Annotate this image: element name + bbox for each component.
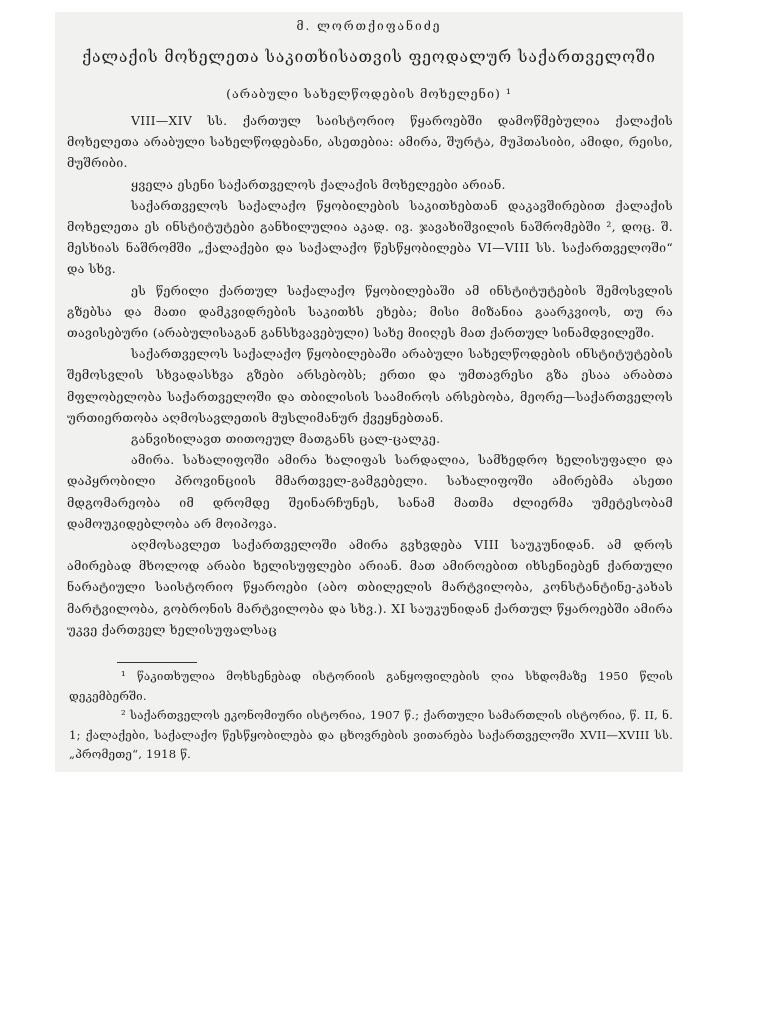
document-page — [55, 12, 683, 772]
footnote: ¹ წაკითხულია მოხსენებად ისტორიის განყოფილების ღია სხდომაზე 1950 წლის დეკემბერში. — [69, 669, 673, 703]
footnote-separator — [117, 662, 197, 663]
paragraph: აღმოსავლეთ საქართველოში ამირა გვხვდება VIII საუკუნიდან. ამ დროს ამირებად მხოლოდ არაბი ხელისუფლები არიან. მათ ამიროებით იხსენიებენ ქართული ნარატიული საისტორიო წყაროები (აბო თბილელის მარტვილობა, კონსტანტინე-კახას მარტვილობა, გობრონის მარტვილობა და სხვ.). XI საუკუნიდან ქართულ წყაროებში ამირა უკვე ქართველ ხელისუფალსაც — [67, 537, 673, 637]
author-name: მ. ლორთქიფანიძე — [296, 19, 442, 33]
paragraph: ეს წერილი ქართულ საქალაქო წყობილებაში ამ ინსტიტუტების შემოსვლის გზებსა და მათი დამკვიდრების საკითხს ეხება; მისი მიზანია გაარკვიოს, თუ რა თავისებური (არაბულისაგან განსხვავებული) სახე მიიღეს მათ ქართულ სინამდვილეში. — [67, 282, 673, 341]
paragraph: ამირა. სახალიფოში ამირა ხალიფას სარდალია, სამხედრო ხელისუფალი და დაპყრობილი პროვინციის მმართველ-გამგებელი. სახალიფოში ამირებმა ასეთი მდგომარეობა იმ დრომდე შეინარჩუნეს, სანამ მათმა ძლიერმა უმეტესობამ დამოუკიდებლობა არ მოიპოვა. — [67, 452, 673, 531]
paragraph: საქართველოს საქალაქო წყობილების საკითხებთან დაკავშირებით ქალაქის მოხელეთა ეს ინსტიტუტები განხილულია აკად. ივ. ჯავახიშვილის ნაშრომებში ², დოც. შ. მესხიას ნაშრომში „ქალაქები და საქალაქო წესწყობილება VI—VIII სს. საქართველოში“ და სხვ. — [67, 197, 673, 277]
paragraph: საქართველოს საქალაქო წყობილებაში არაბული სახელწოდების ინსტიტუტების შემოსვლის სხვადასხვა გზები არსებობს; ერთი და უმთავრესი გზა ესაა არაბთა მფლობელობა საქართველოში და თბილისის საამიროს არსებობა, მეორე—საქართველოს ურთიერთობა აღმოსავლეთის მუსლიმანურ ქვეყნებთან. — [67, 346, 673, 425]
paragraph: ყველა ესენი საქართველოს ქალაქის მოხელეები არიან. — [131, 176, 506, 192]
paragraph: VIII—XIV სს. ქართულ საისტორიო წყაროებში დამოწმებულია ქალაქის მოხელეთა არაბული სახელწოდებანი, ასეთებია: ამირა, შურტა, მუჰთასიბი, ამიდი, რეისი, მუშრიბი. — [67, 113, 673, 171]
article-body — [67, 110, 673, 640]
paragraph: განვიხილავთ თითოეულ მათგანს ცალ-ცალკე. — [131, 431, 441, 447]
footnote: ² საქართველოს ეკონომიური ისტორია, 1907 წ.; ქართული სამართლის ისტორია, წ. II, ნ. 1; ქალაქები, საქალაქო წესწყობილება და ცხოვრების ვითარება საქართველოში XVII—XVIII სს. „პრომეთე“, 1918 წ. — [69, 708, 673, 762]
article-title: ქალაქის მოხელეთა საკითხისათვის ფეოდალურ საქართველოში — [82, 48, 656, 66]
footnotes — [69, 667, 673, 765]
article-subtitle: (არაბული სახელწოდების მოხელენი) ¹ — [226, 86, 512, 101]
